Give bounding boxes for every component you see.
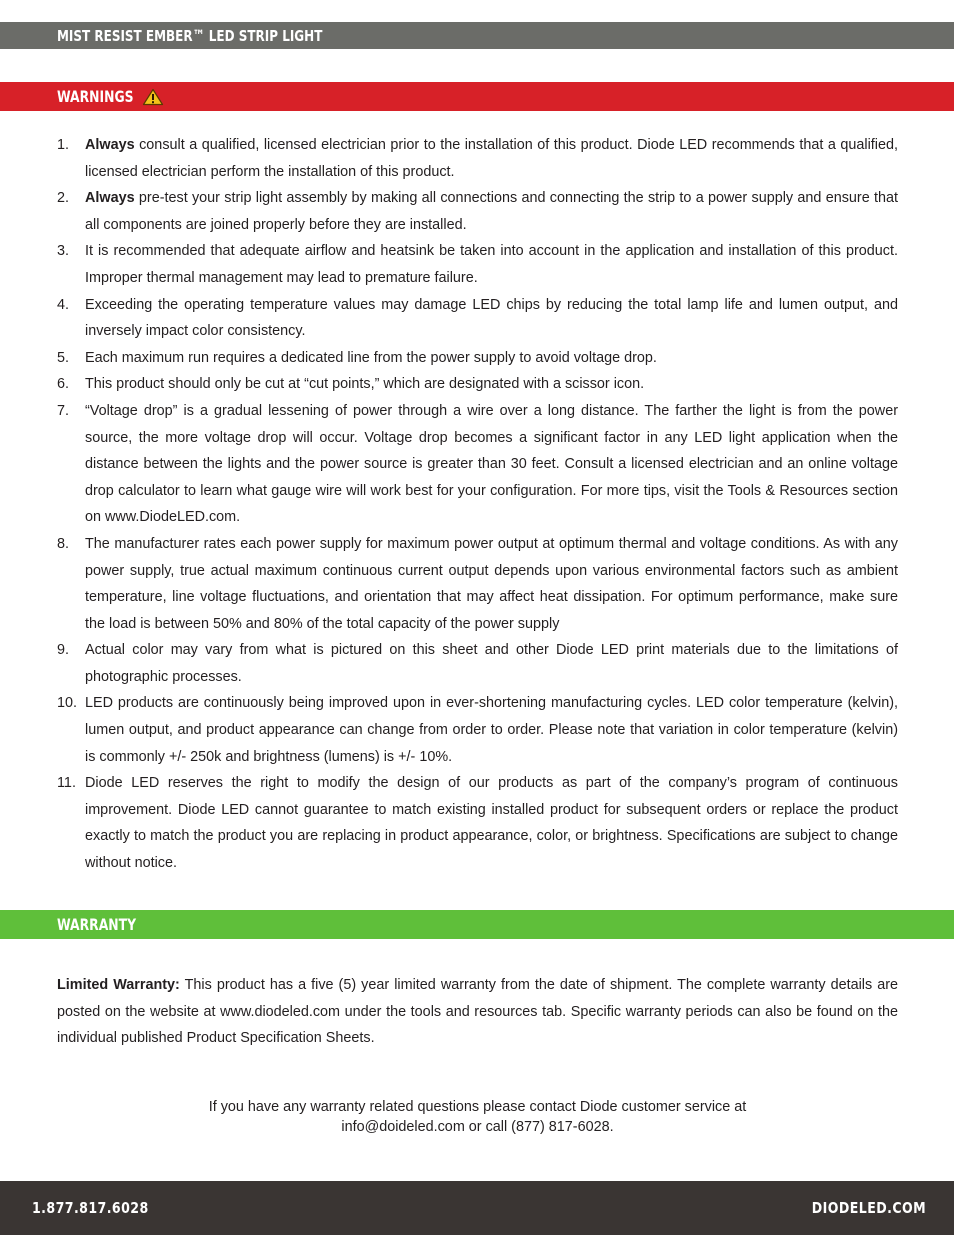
footer — [0, 1181, 954, 1235]
warning-text: LED products are continuously being improved upon in ever-shortening manufacturing cycles. LED color temperature (kelvin), lumen output, and product appearance can change from order to order. Please note that variation in color temperature (kelvin) is commonly +/- 250k and brightness (lumens) is +/- 10%. — [85, 695, 898, 765]
warning-item — [57, 770, 898, 876]
warning-number: 1. — [57, 137, 70, 153]
warning-item — [57, 531, 898, 637]
warning-text: consult a qualified, licensed electrician prior to the installation of this product. Diode LED recommends that a qualified, licensed electrician perform the installation of this product. — [85, 137, 898, 180]
warranty-section-header — [0, 910, 954, 939]
warning-item — [57, 238, 898, 291]
warning-number: 3. — [57, 243, 70, 260]
footer-phone: 1.877.817.6028 — [32, 1199, 149, 1217]
warning-number: 9. — [57, 642, 70, 659]
warning-text: pre-test your strip light assembly by making all connections and connecting the strip to a power supply and ensure that all components are joined properly before they are installed. — [85, 190, 898, 233]
warning-text: Each maximum run requires a dedicated line from the power supply to avoid voltage drop. — [85, 349, 657, 366]
header-bar — [0, 22, 954, 49]
warning-triangle-icon — [142, 88, 164, 106]
warnings-list — [57, 132, 898, 877]
warning-item — [57, 690, 898, 770]
warnings-title: WARNINGS — [57, 87, 134, 106]
warning-text: It is recommended that adequate airflow and heatsink be taken into account in the application and installation of this product. Improper thermal management may lead to premature failure. — [85, 243, 898, 286]
warranty-title: WARRANTY — [57, 915, 137, 934]
warning-item — [57, 371, 898, 398]
footer-website: DIODELED.COM — [811, 1199, 926, 1217]
warning-item — [57, 185, 898, 238]
warning-number: 6. — [57, 376, 70, 393]
warning-item — [57, 345, 898, 372]
warning-text: Exceeding the operating temperature values may damage LED chips by reducing the total lamp life and lumen output, and inversely impact color consistency. — [85, 296, 898, 340]
page-title: MIST RESIST EMBER™ LED STRIP LIGHT — [57, 26, 323, 45]
warning-number: 5. — [57, 349, 70, 366]
warning-text: Actual color may vary from what is pictured on this sheet and other Diode LED print materials due to the limitations of photographic processes. — [85, 642, 898, 685]
warning-item — [57, 132, 898, 185]
warnings-section-header — [0, 82, 954, 111]
warning-number: 8. — [57, 535, 70, 552]
contact-line-1: If you have any warranty related questions please contact Diode customer service at — [208, 1099, 747, 1115]
warranty-body: This product has a five (5) year limited warranty from the date of shipment. The complete warranty details are posted on the website at www.diodeled.com under the tools and resources tab. Specific warranty periods can also be found on the individual published Product Specification Sheets. — [57, 977, 898, 1047]
warning-emphasis: Always — [85, 190, 135, 207]
contact-line-2: info@doideled.com or call (877) 817-6028. — [341, 1119, 614, 1135]
warning-number: 11. — [57, 775, 76, 792]
warning-text: This product should only be cut at “cut points,” which are designated with a scissor icon. — [85, 376, 645, 393]
warning-item — [57, 637, 898, 690]
warning-text: The manufacturer rates each power supply for maximum power output at optimum thermal and voltage conditions. As with any power supply, true actual maximum continuous current output depends upon various environmental factors such as ambient temperature, line voltage fluctuations, and orientation that may affect heat dissipation. For optimum performance, make sure the load is between 50% and 80% of the total capacity of the power supply — [85, 535, 898, 632]
warranty-paragraph — [57, 972, 898, 1052]
warning-number: 10. — [57, 695, 78, 712]
warning-number: 7. — [57, 402, 70, 419]
warning-emphasis: Always — [85, 137, 135, 153]
warranty-label: Limited Warranty: — [57, 977, 180, 993]
contact-info — [57, 1097, 898, 1137]
warning-number: 2. — [57, 190, 70, 207]
warning-item — [57, 398, 898, 531]
warning-number: 4. — [57, 296, 70, 313]
warning-text: Diode LED reserves the right to modify the design of our products as part of the company’s program of continuous improvement. Diode LED cannot guarantee to match existing installed product for subsequent orders or replace the product exactly to match the product you are replacing in product appearance, color, or brightness. Specifications are subject to change without notice. — [85, 775, 898, 872]
warning-item — [57, 292, 898, 345]
warning-text: “Voltage drop” is a gradual lessening of power through a wire over a long distance. The farther the light is from the power source, the more voltage drop will occur. Voltage drop becomes a significant factor in any LED light application when the distance between the lights and the power source is greater than 30 feet. Consult a licensed electrician and an online voltage drop calculator to learn what gauge wire will work best for your configuration. For more tips, visit the Tools & Resources section on www.DiodeLED.com. — [85, 402, 898, 526]
